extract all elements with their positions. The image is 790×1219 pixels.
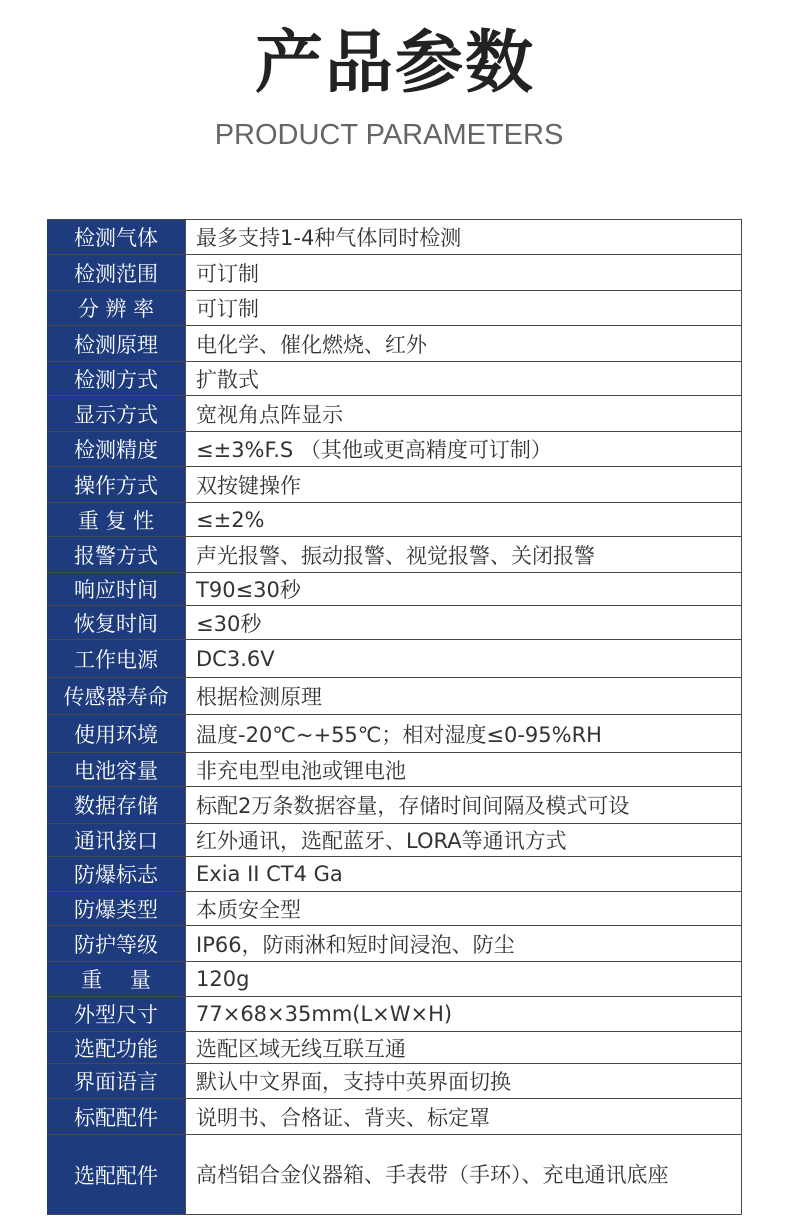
- param-value: 120g: [185, 962, 742, 996]
- param-row: [47, 1032, 742, 1064]
- param-label: 使用环境: [47, 715, 185, 752]
- page-title: 产品参数: [254, 24, 535, 103]
- param-row: [47, 573, 742, 606]
- param-value: 扩散式: [185, 362, 742, 395]
- param-label: 重 复 性: [47, 503, 185, 536]
- param-row: [47, 753, 742, 787]
- page-subtitle: PRODUCT PARAMETERS: [214, 119, 564, 151]
- param-row: [47, 291, 742, 326]
- param-label: 工作电源: [47, 640, 185, 677]
- param-value: T90≤30秒: [185, 573, 742, 605]
- param-row: [47, 255, 742, 291]
- param-row: [47, 220, 742, 255]
- param-row: [47, 715, 742, 753]
- param-label: 界面语言: [47, 1064, 185, 1098]
- param-label: 检测方式: [47, 362, 185, 395]
- param-row: [47, 962, 742, 997]
- param-value: 高档铝合金仪器箱、手表带（手环）、充电通讯底座: [185, 1135, 742, 1214]
- param-value: ≤30秒: [185, 606, 742, 639]
- param-value: 最多支持1-4种气体同时检测: [185, 220, 742, 254]
- param-row: [47, 396, 742, 432]
- param-row: [47, 857, 742, 892]
- param-value: IP66，防雨淋和短时间浸泡、防尘: [185, 926, 742, 961]
- param-value: 红外通讯，选配蓝牙、LORA等通讯方式: [185, 824, 742, 856]
- param-label: 报警方式: [47, 537, 185, 572]
- param-label: 传感器寿命: [47, 678, 185, 714]
- param-label: 防护等级: [47, 926, 185, 961]
- param-value: 默认中文界面，支持中英界面切换: [185, 1064, 742, 1098]
- param-label: 防爆标志: [47, 857, 185, 891]
- param-value: 电化学、催化燃烧、红外: [185, 326, 742, 361]
- param-label: 检测原理: [47, 326, 185, 361]
- param-label: 恢复时间: [47, 606, 185, 639]
- param-value: 可订制: [185, 291, 742, 325]
- param-row: [47, 362, 742, 396]
- param-row: [47, 640, 742, 678]
- param-label: 选配配件: [47, 1135, 185, 1214]
- param-label: 通讯接口: [47, 824, 185, 856]
- param-row: [47, 537, 742, 573]
- param-value: 可订制: [185, 255, 742, 290]
- param-row: [47, 997, 742, 1032]
- param-label: 检测范围: [47, 255, 185, 290]
- param-label: 外型尺寸: [47, 997, 185, 1031]
- param-value: 温度-20℃~+55℃；相对湿度≤0-95%RH: [185, 715, 742, 752]
- param-value: 标配2万条数据容量，存储时间间隔及模式可设: [185, 787, 742, 823]
- param-label: 检测精度: [47, 432, 185, 466]
- param-row: [47, 467, 742, 503]
- param-label: 电池容量: [47, 753, 185, 786]
- param-row: [47, 1135, 742, 1215]
- parameter-table: [47, 219, 742, 1215]
- param-value: 选配区域无线互联互通: [185, 1032, 742, 1063]
- param-value: 宽视角点阵显示: [185, 396, 742, 431]
- param-label: 分 辨 率: [47, 291, 185, 325]
- param-label: 选配功能: [47, 1032, 185, 1063]
- param-label: 重 量: [47, 962, 185, 996]
- param-row: [47, 824, 742, 857]
- param-value: 说明书、合格证、背夹、标定罩: [185, 1099, 742, 1134]
- param-value: ≤±3%F.S （其他或更高精度可订制）: [185, 432, 742, 466]
- param-label: 标配配件: [47, 1099, 185, 1134]
- param-value: 非充电型电池或锂电池: [185, 753, 742, 786]
- param-value: 声光报警、振动报警、视觉报警、关闭报警: [185, 537, 742, 572]
- param-value: DC3.6V: [185, 640, 742, 677]
- param-row: [47, 326, 742, 362]
- param-label: 检测气体: [47, 220, 185, 254]
- param-label: 显示方式: [47, 396, 185, 431]
- param-value: 77×68×35mm(L×W×H): [185, 997, 742, 1031]
- param-row: [47, 503, 742, 537]
- param-value: 根据检测原理: [185, 678, 742, 714]
- param-value: ≤±2%: [185, 503, 742, 536]
- param-row: [47, 432, 742, 467]
- param-value: 双按键操作: [185, 467, 742, 502]
- param-row: [47, 678, 742, 715]
- param-row: [47, 1064, 742, 1099]
- param-value: 本质安全型: [185, 892, 742, 925]
- param-row: [47, 606, 742, 640]
- param-label: 数据存储: [47, 787, 185, 823]
- param-label: 响应时间: [47, 573, 185, 605]
- param-row: [47, 892, 742, 926]
- param-value: Exia II CT4 Ga: [185, 857, 742, 891]
- param-row: [47, 787, 742, 824]
- param-row: [47, 1099, 742, 1135]
- param-row: [47, 926, 742, 962]
- param-label: 防爆类型: [47, 892, 185, 925]
- param-label: 操作方式: [47, 467, 185, 502]
